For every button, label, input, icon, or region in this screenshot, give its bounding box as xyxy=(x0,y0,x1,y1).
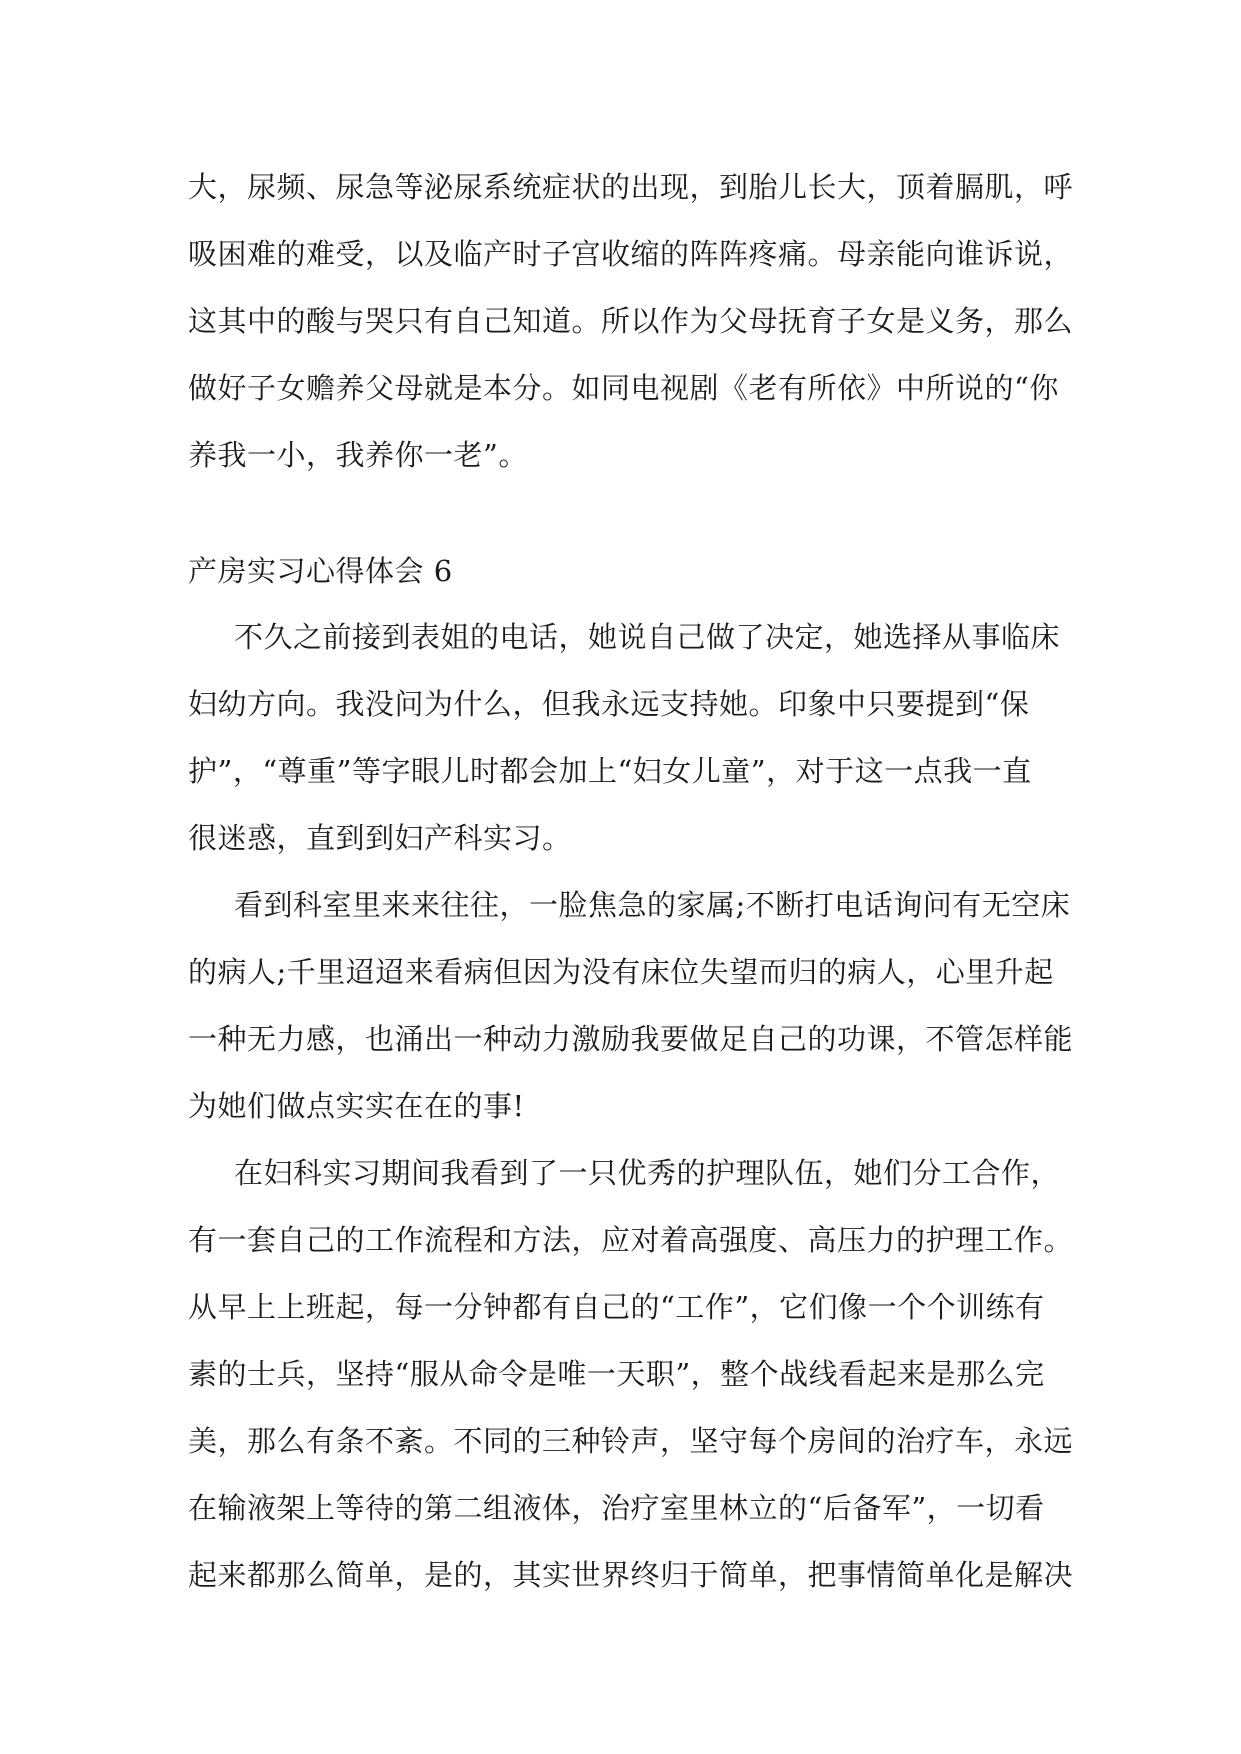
paragraph-line: 吸困难的难受，以及临产时子宫收缩的阵阵疼痛。母亲能向谁诉说， xyxy=(188,237,1074,271)
paragraph-line: 护”，“尊重”等字眼儿时都会加上“妇女儿童”，对于这一点我一直 xyxy=(188,754,1032,788)
paragraph-line: 妇幼方向。我没问为什么，但我永远支持她。印象中只要提到“保 xyxy=(188,687,1030,721)
paragraph-line: 这其中的酸与哭只有自己知道。所以作为父母抚育子女是义务，那么 xyxy=(188,304,1074,338)
paragraph-line: 在妇科实习期间我看到了一只优秀的护理队伍，她们分工合作， xyxy=(234,1156,1061,1190)
section-heading: 产房实习心得体会 6 xyxy=(188,554,453,588)
paragraph-line: 养我一小，我养你一老”。 xyxy=(188,438,528,472)
paragraph-line: 有一套自己的工作流程和方法，应对着高强度、高压力的护理工作。 xyxy=(188,1223,1074,1257)
paragraph-line: 不久之前接到表姐的电话，她说自己做了决定，她选择从事临床 xyxy=(234,620,1061,654)
paragraph-line: 做好子女赡养父母就是本分。如同电视剧《老有所依》中所说的“你 xyxy=(188,371,1059,405)
paragraph-line: 起来都那么简单，是的，其实世界终归于简单，把事情简单化是解决 xyxy=(188,1558,1074,1592)
paragraph-line: 看到科室里来来往往，一脸焦急的家属;不断打电话询问有无空床 xyxy=(234,888,1071,922)
paragraph-line: 为她们做点实实在在的事! xyxy=(188,1089,525,1123)
paragraph-line: 美，那么有条不紊。不同的三种铃声，坚守每个房间的治疗车，永远 xyxy=(188,1424,1074,1458)
paragraph-line: 素的士兵，坚持“服从命令是唯一天职”，整个战线看起来是那么完 xyxy=(188,1357,1045,1391)
paragraph-line: 大，尿频、尿急等泌尿系统症状的出现，到胎儿长大，顶着膈肌，呼 xyxy=(188,170,1074,204)
top-paragraph xyxy=(188,154,1074,489)
paragraph-line: 一种无力感，也涌出一种动力激励我要做足自己的功课，不管怎样能 xyxy=(188,1022,1074,1056)
body-text xyxy=(188,604,1074,1609)
paragraph-line: 的病人;千里迢迢来看病但因为没有床位失望而归的病人，心里升起 xyxy=(188,955,1054,989)
paragraph-line: 在输液架上等待的第二组液体，治疗室里林立的“后备军”，一切看 xyxy=(188,1491,1045,1525)
paragraph-line: 很迷惑，直到到妇产科实习。 xyxy=(188,821,572,855)
paragraph-line: 从早上上班起，每一分钟都有自己的“工作”，它们像一个个训练有 xyxy=(188,1290,1045,1324)
